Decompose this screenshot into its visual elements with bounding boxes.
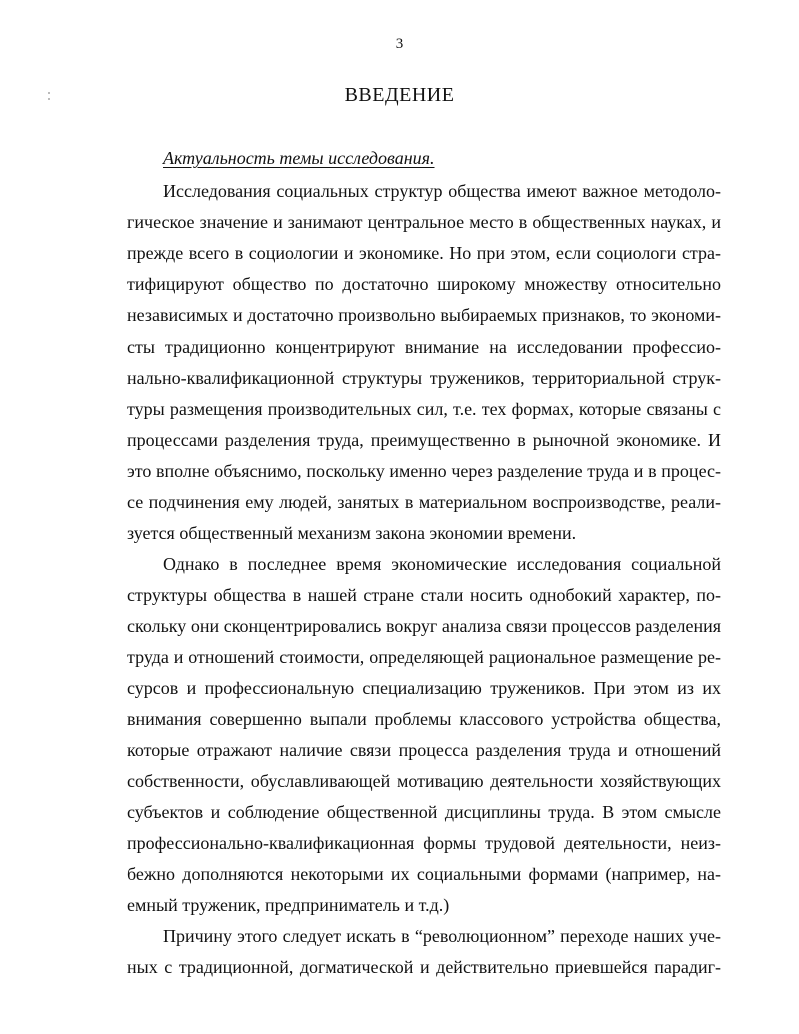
page-title: ВВЕДЕНИЕ (344, 84, 455, 106)
text-line: тифицируют общество по достаточно широкому множеству относительно (127, 274, 721, 294)
text-line: труда и отношений стоимости, определяющей рациональное размещение ре- (127, 647, 721, 667)
text-line: емный труженик, предприниматель и т.д.) (127, 895, 450, 915)
text-line: зуется общественный механизм закона экономии времени. (127, 523, 577, 543)
section-heading: Актуальность темы исследования. (163, 148, 435, 168)
text-line: субъектов и соблюдение общественной дисциплины труда. В этом смысле (127, 802, 721, 822)
text-line: собственности, обуславливающей мотивацию деятельности хозяйствующих (127, 771, 721, 791)
page-number: 3 (395, 36, 404, 52)
text-line: структуры общества в нашей стране стали носить однобокий характер, по- (127, 585, 721, 605)
text-line: профессионально-квалификационная формы трудовой деятельности, неиз- (127, 833, 721, 853)
text-line: прежде всего в социологии и экономике. Но при этом, если социологи стра- (127, 243, 721, 263)
text-line: которые отражают наличие связи процесса разделения труда и отношений (127, 740, 721, 760)
text-line: Исследования социальных структур общества имеют важное методоло- (163, 181, 721, 201)
text-line: сты традиционно концентрируют внимание на исследовании профессио- (127, 337, 721, 357)
text-line: гическое значение и занимают центральное место в общественных науках, и (127, 212, 721, 232)
text-line: Однако в последнее время экономические исследования социальной (163, 554, 721, 574)
text-line: туры размещения производительных сил, т.е. тех формах, которые связаны с (127, 399, 721, 419)
text-line: независимых и достаточно произвольно выбираемых признаков, то экономи- (127, 305, 721, 325)
text-line: скольку они сконцентрировались вокруг анализа связи процессов разделения (127, 616, 721, 636)
text-line: се подчинения ему людей, занятых в материальном воспроизводстве, реали- (127, 492, 721, 512)
text-line: внимания совершенно выпали проблемы классового устройства общества, (127, 709, 721, 729)
text-line: бежно дополняются некоторыми их социальными формами (например, на- (127, 864, 721, 884)
text-line: ных с традиционной, догматической и действительно приевшейся парадиг- (127, 957, 721, 977)
text-line: нально-квалификационной структуры тружеников, территориальной струк- (127, 368, 721, 388)
text-line: Причину этого следует искать в “революционном” переходе наших уче- (163, 926, 721, 946)
text-line: это вполне объяснимо, поскольку именно через разделение труда и в процес- (127, 461, 721, 481)
text-line: процессами разделения труда, преимущественно в рыночной экономике. И (127, 430, 721, 450)
text-line: сурсов и профессиональную специализацию тружеников. При этом из их (127, 678, 721, 698)
